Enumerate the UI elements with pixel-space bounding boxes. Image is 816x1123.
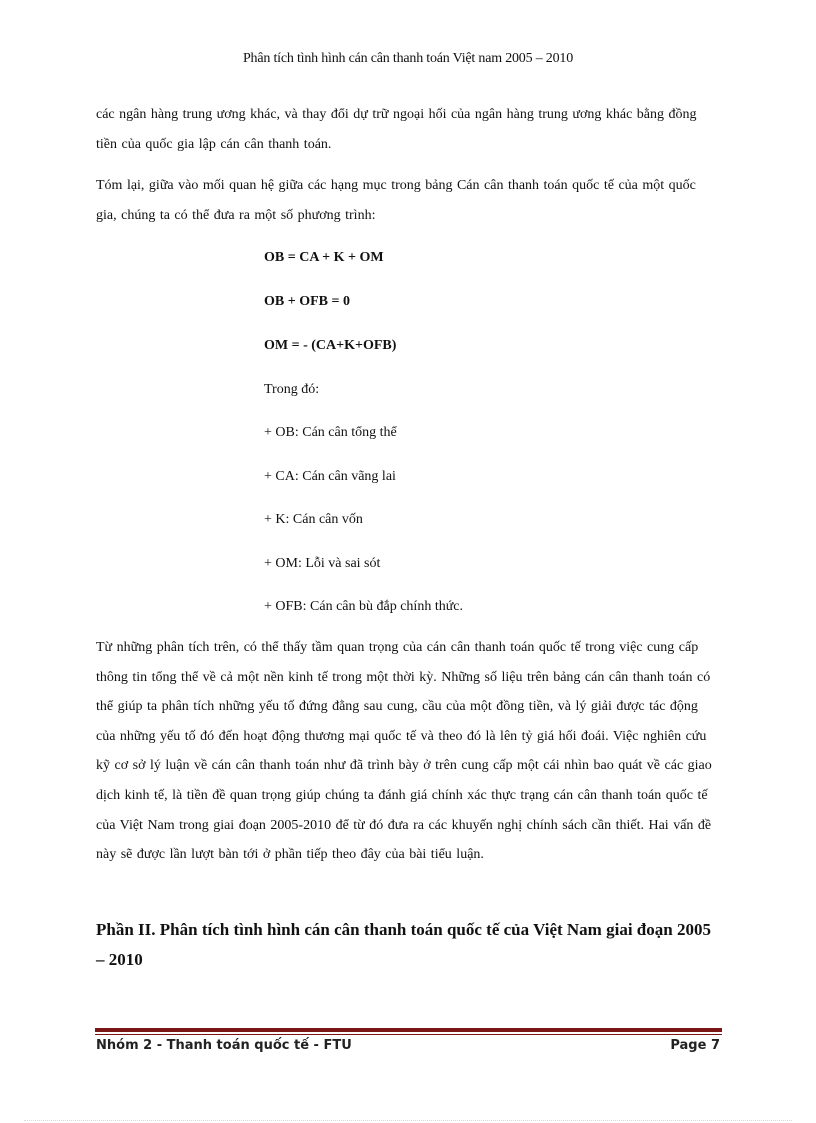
paragraph-conclusion: Từ những phân tích trên, có thể thấy tầm quan trọng của cán cân thanh toán quốc tế trong việc cung cấp thông tin tổng thể về cả một nền kinh tế trong một thời kỳ. Những số liệu trên bảng cán cân thanh toán có thể giúp ta phân tích những yếu tố đứng đằng sau cung, cầu của một đồng tiền, và lý giải được tác động của những yếu tố đó đến hoạt động thương mại quốc tế và theo đó là lên tỷ giá hối đoái. Việc nghiên cứu kỹ cơ sở lý luận về cán cân thanh toán như đã trình bày ở trên cung cấp một cái nhìn bao quát về các giao dịch kinh tế, là tiền đề quan trọng giúp chúng ta đánh giá chính xác thực trạng cán cân thanh toán quốc tế của Việt Nam trong giai đoạn 2005-2010 để từ đó đưa ra các khuyến nghị chính sách cần thiết. Hai vấn đề này sẽ được lần lượt bàn tới ở phần tiếp theo đây của bài tiểu luận. [96,640,712,863]
footer-rule-thick [95,1028,722,1032]
definition-ob: + OB: Cán cân tổng thể [264,425,397,440]
definition-k: + K: Cán cân vốn [264,512,363,527]
section-heading: Phần II. Phân tích tình hình cán cân thanh toán quốc tế của Việt Nam giai đoạn 2005 – 2010 [96,920,711,969]
page-header: Phân tích tình hình cán cân thanh toán Việt nam 2005 – 2010 [242,51,574,66]
definition-om: + OM: Lỗi và sai sót [264,556,381,571]
paragraph-summary: Tóm lại, giữa vào mối quan hệ giữa các hạng mục trong bảng Cán cân thanh toán quốc tế của một quốc gia, chúng ta có thể đưa ra một số phương trình: [96,178,696,223]
definition-ca: + CA: Cán cân vãng lai [264,469,396,484]
equation-ob: OB = CA + K + OM [264,250,384,265]
footer-group-label: Nhóm 2 - Thanh toán quốc tế - FTU [96,1038,352,1053]
equation-om: OM = - (CA+K+OFB) [264,338,397,353]
page-number: Page 7 [670,1038,720,1053]
footer-rule-thin [95,1034,722,1035]
where-label: Trong đó: [264,382,320,397]
page-bottom-border [24,1120,792,1121]
equation-ob-ofb: OB + OFB = 0 [264,294,350,309]
paragraph-reserves: các ngân hàng trung ương khác, và thay đổi dự trữ ngoại hối của ngân hàng trung ương khác bằng đồng tiền của quốc gia lập cán cân thanh toán. [96,107,697,152]
definition-ofb: + OFB: Cán cân bù đắp chính thức. [264,599,464,614]
